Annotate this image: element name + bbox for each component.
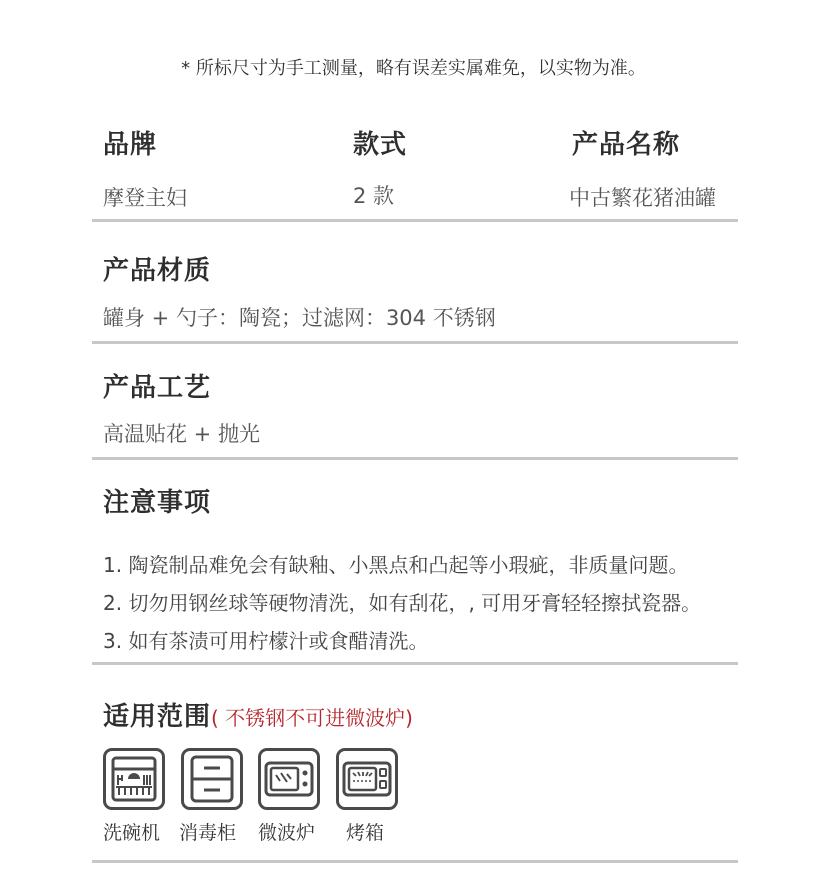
brand-label: 品牌 (103, 130, 158, 160)
usage-title: 适用范围 (103, 702, 212, 732)
divider (92, 341, 738, 344)
divider (92, 860, 738, 863)
oven-label: 烤箱 (346, 822, 385, 844)
usage-warning: ( 不锈钢不可进微波炉) (211, 706, 413, 730)
product-name-label: 产品名称 (572, 130, 681, 160)
measurement-note: * 所标尺寸为手工测量，略有误差实属难免，以实物为准。 (181, 58, 646, 79)
sterilizer-label: 消毒柜 (179, 822, 237, 844)
usage-icons (103, 748, 503, 848)
divider (92, 662, 738, 665)
sterilizer-icon (181, 748, 243, 810)
notice-label: 注意事项 (103, 488, 212, 518)
style-value: 2 款 (353, 184, 395, 208)
style-label: 款式 (353, 130, 408, 160)
notice-item: 3. 如有茶渍可用柠檬汁或食醋清洗。 (103, 629, 429, 653)
microwave-label: 微波炉 (258, 822, 316, 844)
dishwasher-label: 洗碗机 (103, 822, 161, 844)
oven-icon (336, 748, 398, 810)
craft-value: 高温贴花 + 抛光 (103, 422, 260, 446)
notice-item: 2. 切勿用钢丝球等硬物清洗，如有刮花，, 可用牙膏轻轻擦拭瓷器。 (103, 591, 702, 615)
dishwasher-icon (103, 748, 165, 810)
material-label: 产品材质 (103, 256, 212, 286)
divider (92, 219, 738, 222)
brand-value: 摩登主妇 (103, 186, 187, 210)
divider (92, 457, 738, 460)
microwave-icon (258, 748, 320, 810)
craft-label: 产品工艺 (103, 373, 212, 403)
product-name-value: 中古繁花猪油罐 (569, 186, 716, 210)
notice-item: 1. 陶瓷制品难免会有缺釉、小黑点和凸起等小瑕疵，非质量问题。 (103, 553, 689, 577)
material-value: 罐身 + 勺子：陶瓷；过滤网：304 不锈钢 (103, 306, 496, 330)
usage-label (103, 696, 413, 733)
